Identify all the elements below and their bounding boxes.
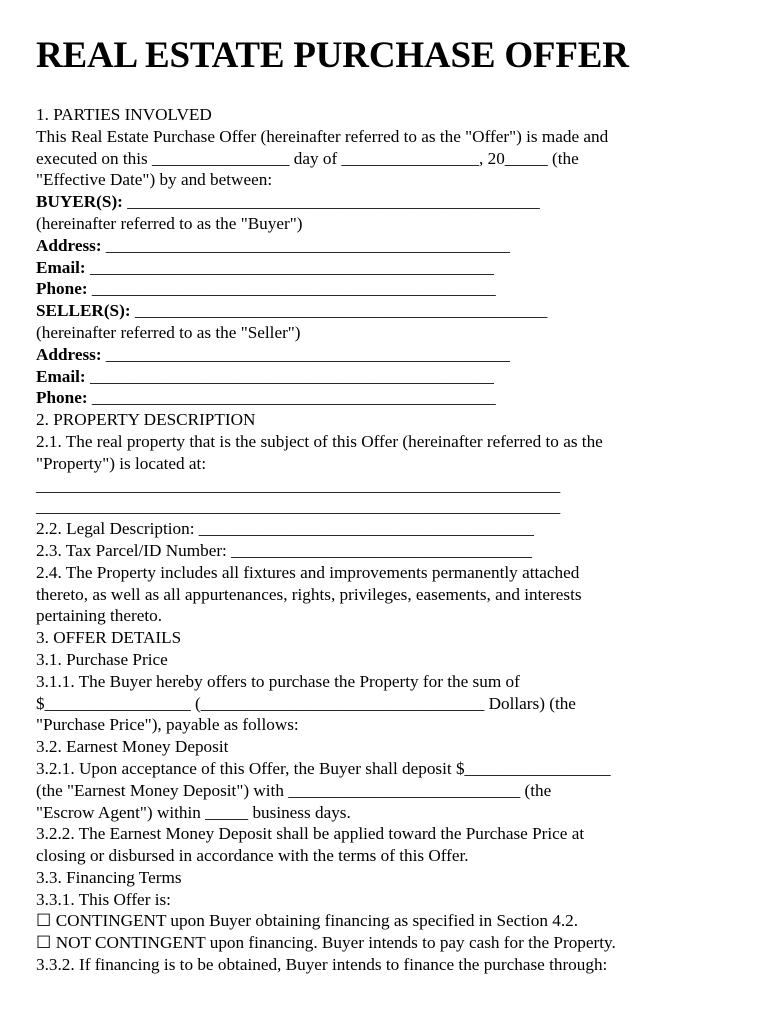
field-blank[interactable]: _______________________________________________ xyxy=(85,257,494,277)
line-text: This Real Estate Purchase Offer (hereinafter referred to as the "Offer") is made and xyxy=(36,126,609,146)
line-text: closing or disbursed in accordance with the terms of this Offer. xyxy=(36,846,469,866)
line-text: 3. OFFER DETAILS xyxy=(36,628,182,648)
document-line xyxy=(36,845,736,867)
document-line xyxy=(36,867,736,889)
line-text: (hereinafter referred to as the "Seller") xyxy=(36,322,301,342)
document-title: REAL ESTATE PURCHASE OFFER xyxy=(36,35,629,76)
document-body xyxy=(36,104,736,976)
document-line xyxy=(36,475,736,497)
document-line xyxy=(36,627,736,649)
document-line xyxy=(36,780,736,802)
document-line xyxy=(36,213,736,235)
document-line xyxy=(36,932,736,954)
line-text: ☐ CONTINGENT upon Buyer obtaining financing as specified in Section 4.2. xyxy=(36,911,579,931)
field-label: Phone: xyxy=(36,279,88,299)
line-text: 3.2.2. The Earnest Money Deposit shall be applied toward the Purchase Price at xyxy=(36,824,585,844)
field-label: SELLER(S): xyxy=(36,301,131,321)
document-line xyxy=(36,431,736,453)
line-text: 2.3. Tax Parcel/ID Number: ___________________________________ xyxy=(36,540,532,560)
field-label: Email: xyxy=(36,366,86,386)
field-blank[interactable]: ________________________________________________ xyxy=(130,301,548,321)
document-line xyxy=(36,758,736,780)
document-line xyxy=(36,126,736,148)
document-line xyxy=(36,954,736,976)
document-line xyxy=(36,693,736,715)
line-text: 3.3.2. If financing is to be obtained, Buyer intends to finance the purchase through: xyxy=(36,955,608,975)
document-line xyxy=(36,322,736,344)
line-text: 3.2.1. Upon acceptance of this Offer, the Buyer shall deposit $_________________ xyxy=(36,758,611,778)
document-line xyxy=(36,300,736,322)
document-line xyxy=(36,104,736,126)
document-line xyxy=(36,889,736,911)
line-text: "Effective Date") by and between: xyxy=(36,170,273,190)
field-blank[interactable]: _______________________________________________ xyxy=(101,344,510,364)
document-line xyxy=(36,191,736,213)
document-line xyxy=(36,736,736,758)
document-line xyxy=(36,148,736,170)
field-label: BUYER(S): xyxy=(36,192,123,212)
document-line xyxy=(36,540,736,562)
document-line xyxy=(36,714,736,736)
line-text: "Escrow Agent") within _____ business days. xyxy=(36,802,351,822)
document-line xyxy=(36,584,736,606)
line-text: 2.2. Legal Description: _______________________________________ xyxy=(36,519,534,539)
line-text: 3.2. Earnest Money Deposit xyxy=(36,737,229,757)
field-label: Phone: xyxy=(36,388,88,408)
line-text: 3.1.1. The Buyer hereby offers to purchase the Property for the sum of xyxy=(36,671,520,691)
line-text: executed on this ________________ day of ________________, 20_____ (the xyxy=(36,148,579,168)
line-text: 2.4. The Property includes all fixtures and improvements permanently attached xyxy=(36,562,580,582)
line-text: thereto, as well as all appurtenances, rights, privileges, easements, and interests xyxy=(36,584,582,604)
line-text: "Purchase Price"), payable as follows: xyxy=(36,715,299,735)
document-line xyxy=(36,802,736,824)
document-line xyxy=(36,496,736,518)
field-label: Email: xyxy=(36,257,86,277)
line-text: ☐ NOT CONTINGENT upon financing. Buyer intends to pay cash for the Property. xyxy=(36,933,616,953)
field-label: Address: xyxy=(36,344,102,364)
line-text: 2.1. The real property that is the subject of this Offer (hereinafter referred to as the xyxy=(36,431,603,451)
document-line xyxy=(36,518,736,540)
document-line xyxy=(36,235,736,257)
line-text: 3.3.1. This Offer is: xyxy=(36,889,171,909)
line-text: (hereinafter referred to as the "Buyer") xyxy=(36,213,303,233)
document-line xyxy=(36,257,736,279)
line-text: 1. PARTIES INVOLVED xyxy=(36,105,212,124)
line-text: _____________________________________________________________ xyxy=(36,497,561,517)
line-text: 3.3. Financing Terms xyxy=(36,867,182,887)
field-label: Address: xyxy=(36,235,102,255)
document-line xyxy=(36,278,736,300)
line-text: _____________________________________________________________ xyxy=(36,475,561,495)
document-line xyxy=(36,562,736,584)
field-blank[interactable]: _______________________________________________ xyxy=(85,366,494,386)
line-text: 2. PROPERTY DESCRIPTION xyxy=(36,410,256,430)
line-text: "Property") is located at: xyxy=(36,453,207,473)
document-line xyxy=(36,823,736,845)
line-text: (the "Earnest Money Deposit") with ___________________________ (the xyxy=(36,780,552,800)
line-text: pertaining thereto. xyxy=(36,606,162,626)
document-line xyxy=(36,387,736,409)
line-text: 3.1. Purchase Price xyxy=(36,649,168,669)
document-line xyxy=(36,169,736,191)
document-line xyxy=(36,366,736,388)
field-blank[interactable]: ________________________________________________ xyxy=(122,192,540,212)
document-line xyxy=(36,605,736,627)
field-blank[interactable]: _______________________________________________ xyxy=(101,235,510,255)
document-page xyxy=(36,34,736,976)
document-line xyxy=(36,910,736,932)
document-line xyxy=(36,344,736,366)
field-blank[interactable]: _______________________________________________ xyxy=(87,388,496,408)
line-text: $_________________ (_________________________________ Dollars) (the xyxy=(36,693,576,713)
field-blank[interactable]: _______________________________________________ xyxy=(87,279,496,299)
document-line xyxy=(36,649,736,671)
document-line xyxy=(36,409,736,431)
document-line xyxy=(36,671,736,693)
document-line xyxy=(36,453,736,475)
